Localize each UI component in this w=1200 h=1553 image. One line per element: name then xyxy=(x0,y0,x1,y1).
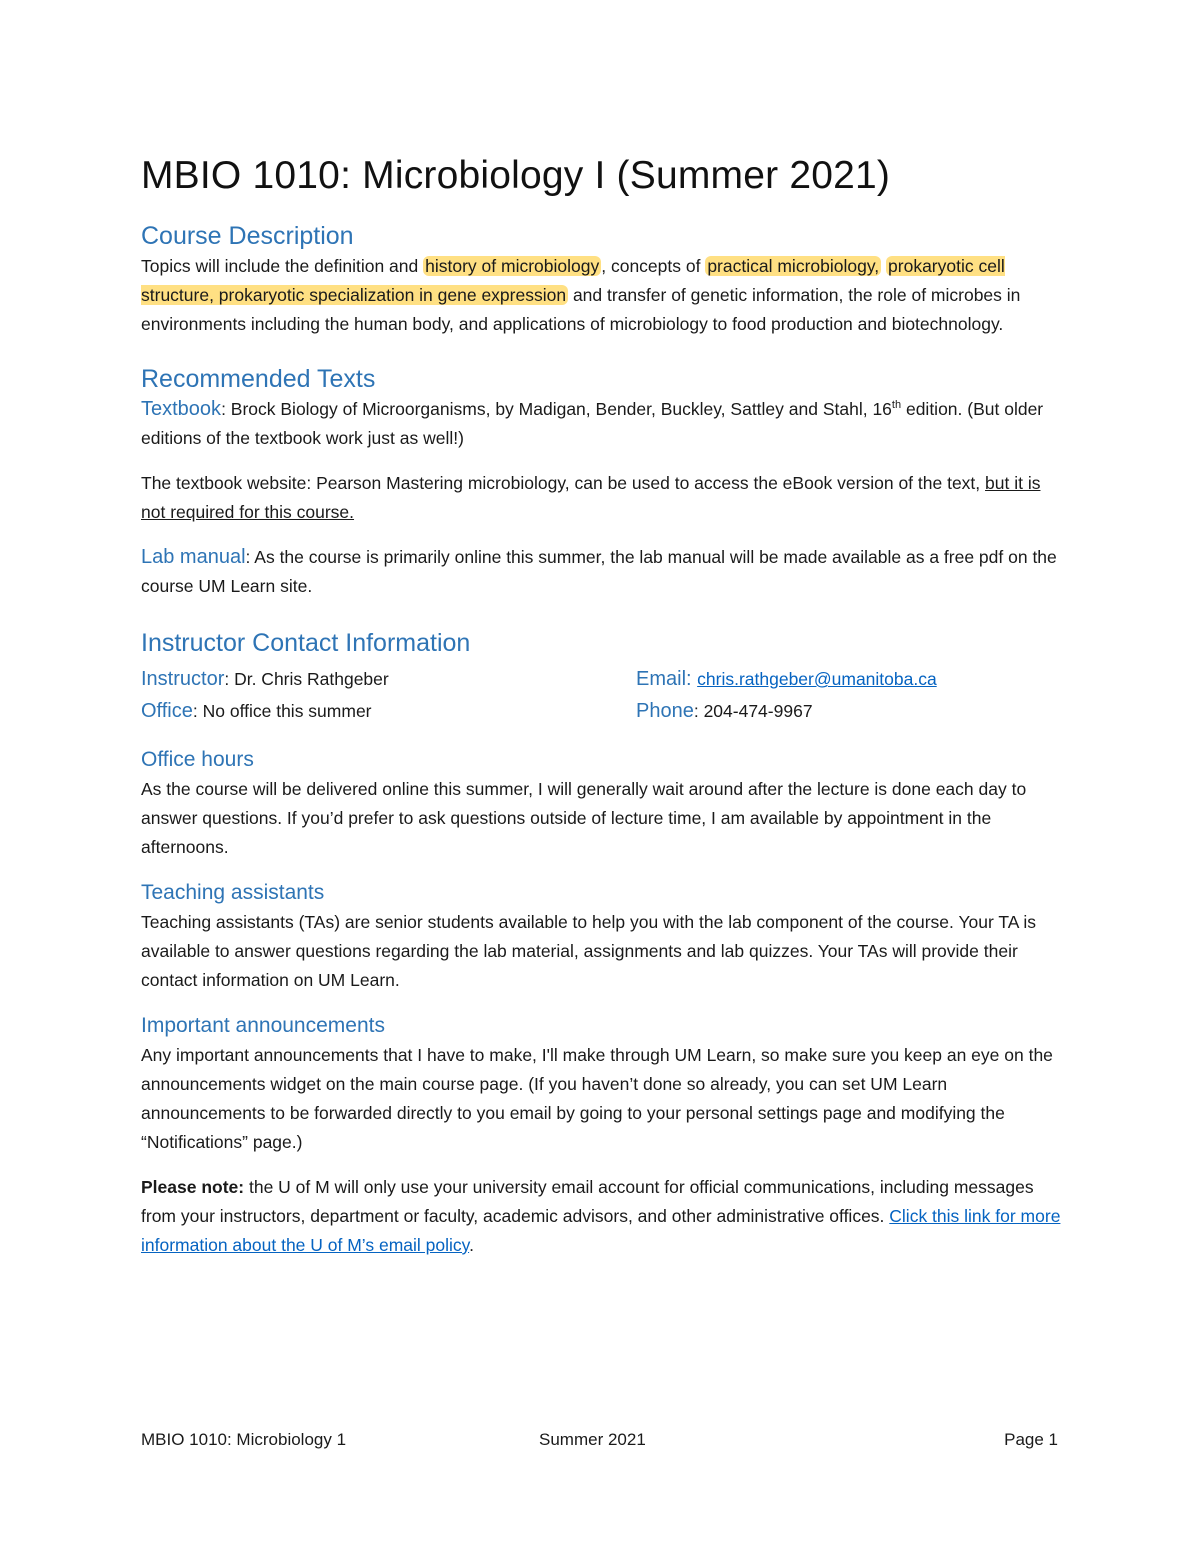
desc-text-2: , concepts of xyxy=(601,256,706,276)
teaching-assistants-text: Teaching assistants (TAs) are senior students available to help you with the lab component of the course. Your TA is available to answer questions regarding the lab material, assignments and lab quizzes. Your TAs will provide their contact information on UM Learn. xyxy=(141,912,1036,990)
instructor-row xyxy=(141,663,636,695)
document-title: MBIO 1010: Microbiology I (Summer 2021) xyxy=(141,154,891,197)
office-value: : No office this summer xyxy=(192,701,372,721)
highlight-prokaryotic: prokaryotic cell structure, prokaryotic specialization in gene expression xyxy=(141,256,1005,305)
textbook-paragraph xyxy=(141,395,1066,453)
highlight-practical: practical microbiology, xyxy=(707,256,880,276)
email-link[interactable]: chris.rathgeber@umanitoba.ca xyxy=(697,669,937,689)
desc-text-1: Topics will include the definition and xyxy=(141,256,424,276)
lab-manual-text: : As the course is primarily online this summer, the lab manual will be made available as a free pdf on the course UM Learn site. xyxy=(141,547,1057,596)
email-label: Email xyxy=(636,668,687,690)
desc-text-4: and transfer of genetic information, the role of microbes in environments including the human body, and applications of microbiology to food production and biotechnology. xyxy=(141,285,1021,334)
email-sep: : xyxy=(686,668,698,690)
heading-course-description: Course Description xyxy=(141,222,354,250)
phone-value: : 204-474-9967 xyxy=(693,701,813,721)
office-label: Office xyxy=(141,700,193,722)
phone-label: Phone xyxy=(636,700,694,722)
heading-teaching-assistants: Teaching assistants xyxy=(141,881,325,904)
phone-row xyxy=(636,695,1066,727)
website-text: The textbook website: Pearson Mastering microbiology, can be used to access the eBook version of the text, xyxy=(141,473,986,493)
lab-manual-paragraph xyxy=(141,543,1066,601)
instructor-label: Instructor xyxy=(141,668,225,690)
please-note-paragraph xyxy=(141,1173,1066,1260)
please-note-text: the U of M will only use your university email account for official communications, including messages from your instructors, department or faculty, academic advisors, and other administrative offices. xyxy=(141,1177,1034,1226)
contact-left-column xyxy=(141,663,636,727)
lab-manual-label: Lab manual xyxy=(141,546,246,568)
textbook-label: Textbook xyxy=(141,398,222,420)
heading-instructor-contact: Instructor Contact Information xyxy=(141,629,471,657)
textbook-text-2: edition. (But older editions of the textbook work just as well!) xyxy=(141,399,1044,448)
page-content xyxy=(141,148,1066,1260)
heading-important-announcements: Important announcements xyxy=(141,1014,385,1037)
contact-right-column xyxy=(636,663,1066,727)
highlight-history: history of microbiology xyxy=(425,256,600,276)
textbook-sup: th xyxy=(891,399,902,412)
footer-course: MBIO 1010: Microbiology 1 xyxy=(141,1430,347,1449)
heading-office-hours: Office hours xyxy=(141,748,254,771)
email-row xyxy=(636,663,1066,695)
office-hours-text: As the course will be delivered online this summer, I will generally wait around after the lecture is done each day to answer questions. If you’d prefer to ask questions outside of lecture time, I am available by appointment in the afternoons. xyxy=(141,779,1027,857)
instructor-value: : Dr. Chris Rathgeber xyxy=(224,669,389,689)
course-description-text xyxy=(141,252,1066,339)
please-note-end: . xyxy=(469,1235,474,1255)
textbook-text: : Brock Biology of Microorganisms, by Madigan, Bender, Buckley, Sattley and Stahl, 16 xyxy=(221,399,892,419)
heading-recommended-texts: Recommended Texts xyxy=(141,365,376,393)
office-row xyxy=(141,695,636,727)
email-policy-link[interactable]: Click this link for more information about the U of M’s email policy xyxy=(141,1206,1061,1255)
footer-term: Summer 2021 xyxy=(539,1430,646,1449)
website-paragraph xyxy=(141,469,1066,527)
please-note-bold: Please note: xyxy=(141,1177,245,1197)
page-footer xyxy=(141,1430,1058,1460)
website-underlined: but it is not required for this course. xyxy=(141,473,1041,522)
footer-page-number: Page 1 xyxy=(1004,1430,1058,1449)
contact-grid xyxy=(141,663,1066,727)
announcements-text: Any important announcements that I have to make, I'll make through UM Learn, so make sure you keep an eye on the announcements widget on the main course page. (If you haven’t done so already, you can set UM Learn announcements to be forwarded directly to you email by going to your personal settings page and modifying the “Notifications” page.) xyxy=(141,1045,1053,1152)
